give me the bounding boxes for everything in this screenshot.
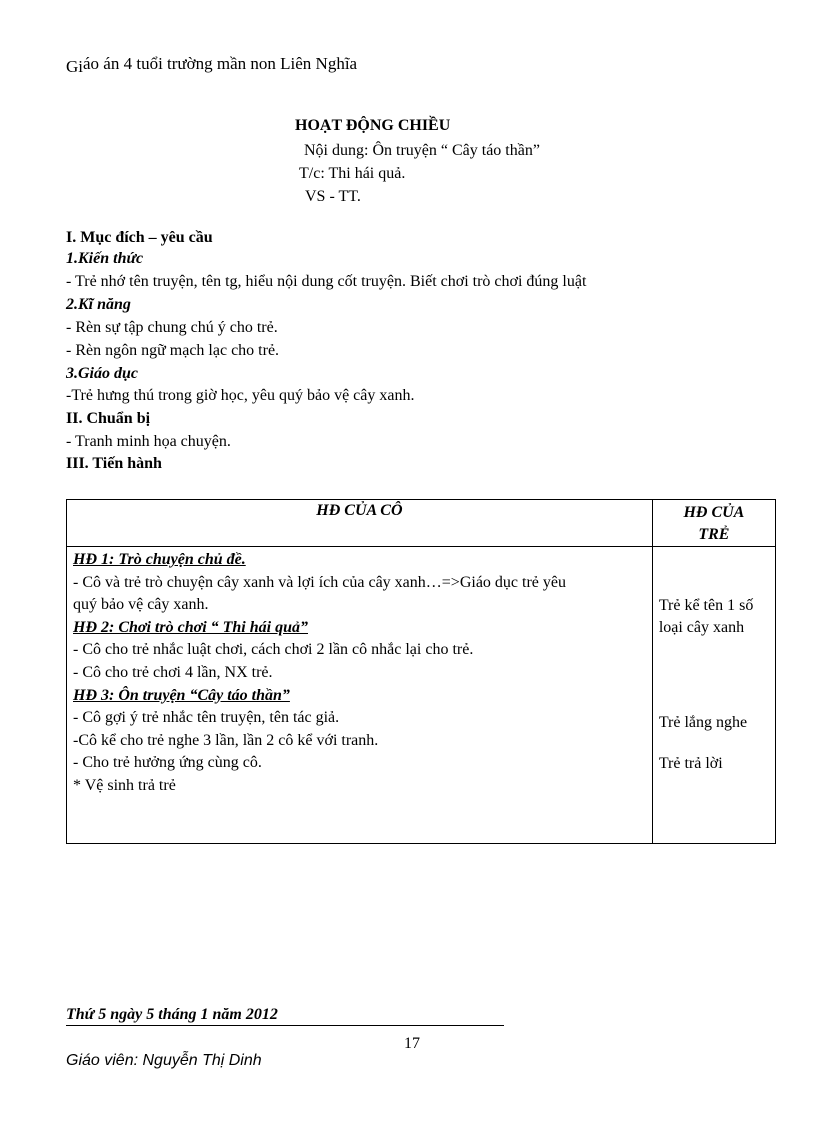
purpose-heading: I. Mục đích – yêu cầu — [66, 229, 213, 246]
child-response-2: Trẻ lắng nghe — [658, 714, 748, 731]
child-column-header — [652, 500, 775, 547]
teacher-activities-cell — [67, 547, 653, 844]
skills-text-2: - Rèn ngôn ngữ mạch lạc cho trẻ. — [66, 342, 280, 359]
child-response-1b: loại cây xanh — [658, 619, 745, 636]
activity-table — [66, 499, 776, 844]
hd3-line-1: - Cô gợi ý trẻ nhắc tên truyện, tên tác giả. — [73, 709, 340, 727]
knowledge-text: - Trẻ nhớ tên truyện, tên tg, hiểu nội dung cốt truyện. Biết chơi trò chơi đúng luật — [66, 273, 587, 290]
content-line: Nội dung: Ôn truyện “ Cây táo thần” — [304, 142, 540, 159]
hd3-line-3: - Cho trẻ hưởng ứng cùng cô. — [73, 754, 262, 772]
footer-date: Thứ 5 ngày 5 tháng 1 năm 2012 — [66, 1006, 278, 1023]
proceed-heading: III. Tiến hành — [66, 455, 162, 472]
hd3-title: HĐ 3: Ôn truyện “Cây táo thần” — [73, 686, 290, 704]
education-heading: 3.Giáo dục — [66, 365, 138, 382]
footer-rule — [66, 1025, 504, 1026]
table-body-row — [67, 547, 776, 844]
hd3-line-4: * Vệ sinh trả trẻ — [73, 776, 176, 794]
knowledge-heading: 1.Kiến thức — [66, 250, 144, 267]
hd1-title: HĐ 1: Trò chuyện chủ đề. — [73, 551, 246, 568]
header-prefix: Gi — [66, 57, 83, 76]
hd3-line-2: -Cô kể cho trẻ nghe 3 lần, lần 2 cô kể với tranh. — [73, 731, 379, 749]
teacher-name: Giáo viên: Nguyễn Thị Dinh — [66, 1052, 262, 1069]
table-header-row — [67, 500, 776, 547]
prepare-text: - Tranh minh họa chuyện. — [66, 433, 231, 450]
skills-text-1: - Rèn sự tập chung chú ý cho trẻ. — [66, 319, 278, 336]
hd2-title: HĐ 2: Chơi trò chơi “ Thi hái quả” — [73, 618, 308, 636]
page-number: 17 — [404, 1035, 420, 1052]
child-response-1a: Trẻ kể tên 1 số — [658, 597, 754, 614]
hd2-line-1: - Cô cho trẻ nhắc luật chơi, cách chơi 2 lần cô nhắc lại cho trẻ. — [73, 641, 474, 659]
document-header — [66, 54, 357, 74]
header-text: áo án 4 tuổi trường mần non Liên Nghĩa — [83, 54, 358, 73]
child-header-line-1: HĐ CỦA — [683, 504, 745, 521]
hd1-line-1: - Cô và trẻ trò chuyện cây xanh và lợi ích của cây xanh…=>Giáo dục trẻ yêu — [73, 573, 566, 591]
game-line: T/c: Thi hái quả. — [299, 165, 406, 182]
vs-line: VS - TT. — [305, 188, 361, 205]
prepare-heading: II. Chuẩn bị — [66, 410, 151, 427]
skills-heading: 2.Kĩ năng — [66, 296, 131, 313]
child-response-3: Trẻ trả lời — [658, 755, 723, 772]
page-title: HOẠT ĐỘNG CHIỀU — [295, 117, 451, 134]
hd1-line-2: quý bảo vệ cây xanh. — [73, 596, 209, 614]
child-activities-cell — [652, 547, 775, 844]
child-header-line-2: TRẺ — [698, 526, 730, 543]
teacher-column-header: HĐ CỦA CÔ — [67, 500, 653, 547]
hd2-line-2: - Cô cho trẻ chơi 4 lần, NX trẻ. — [73, 663, 273, 681]
education-text: -Trẻ hưng thú trong giờ học, yêu quý bảo vệ cây xanh. — [66, 387, 415, 404]
